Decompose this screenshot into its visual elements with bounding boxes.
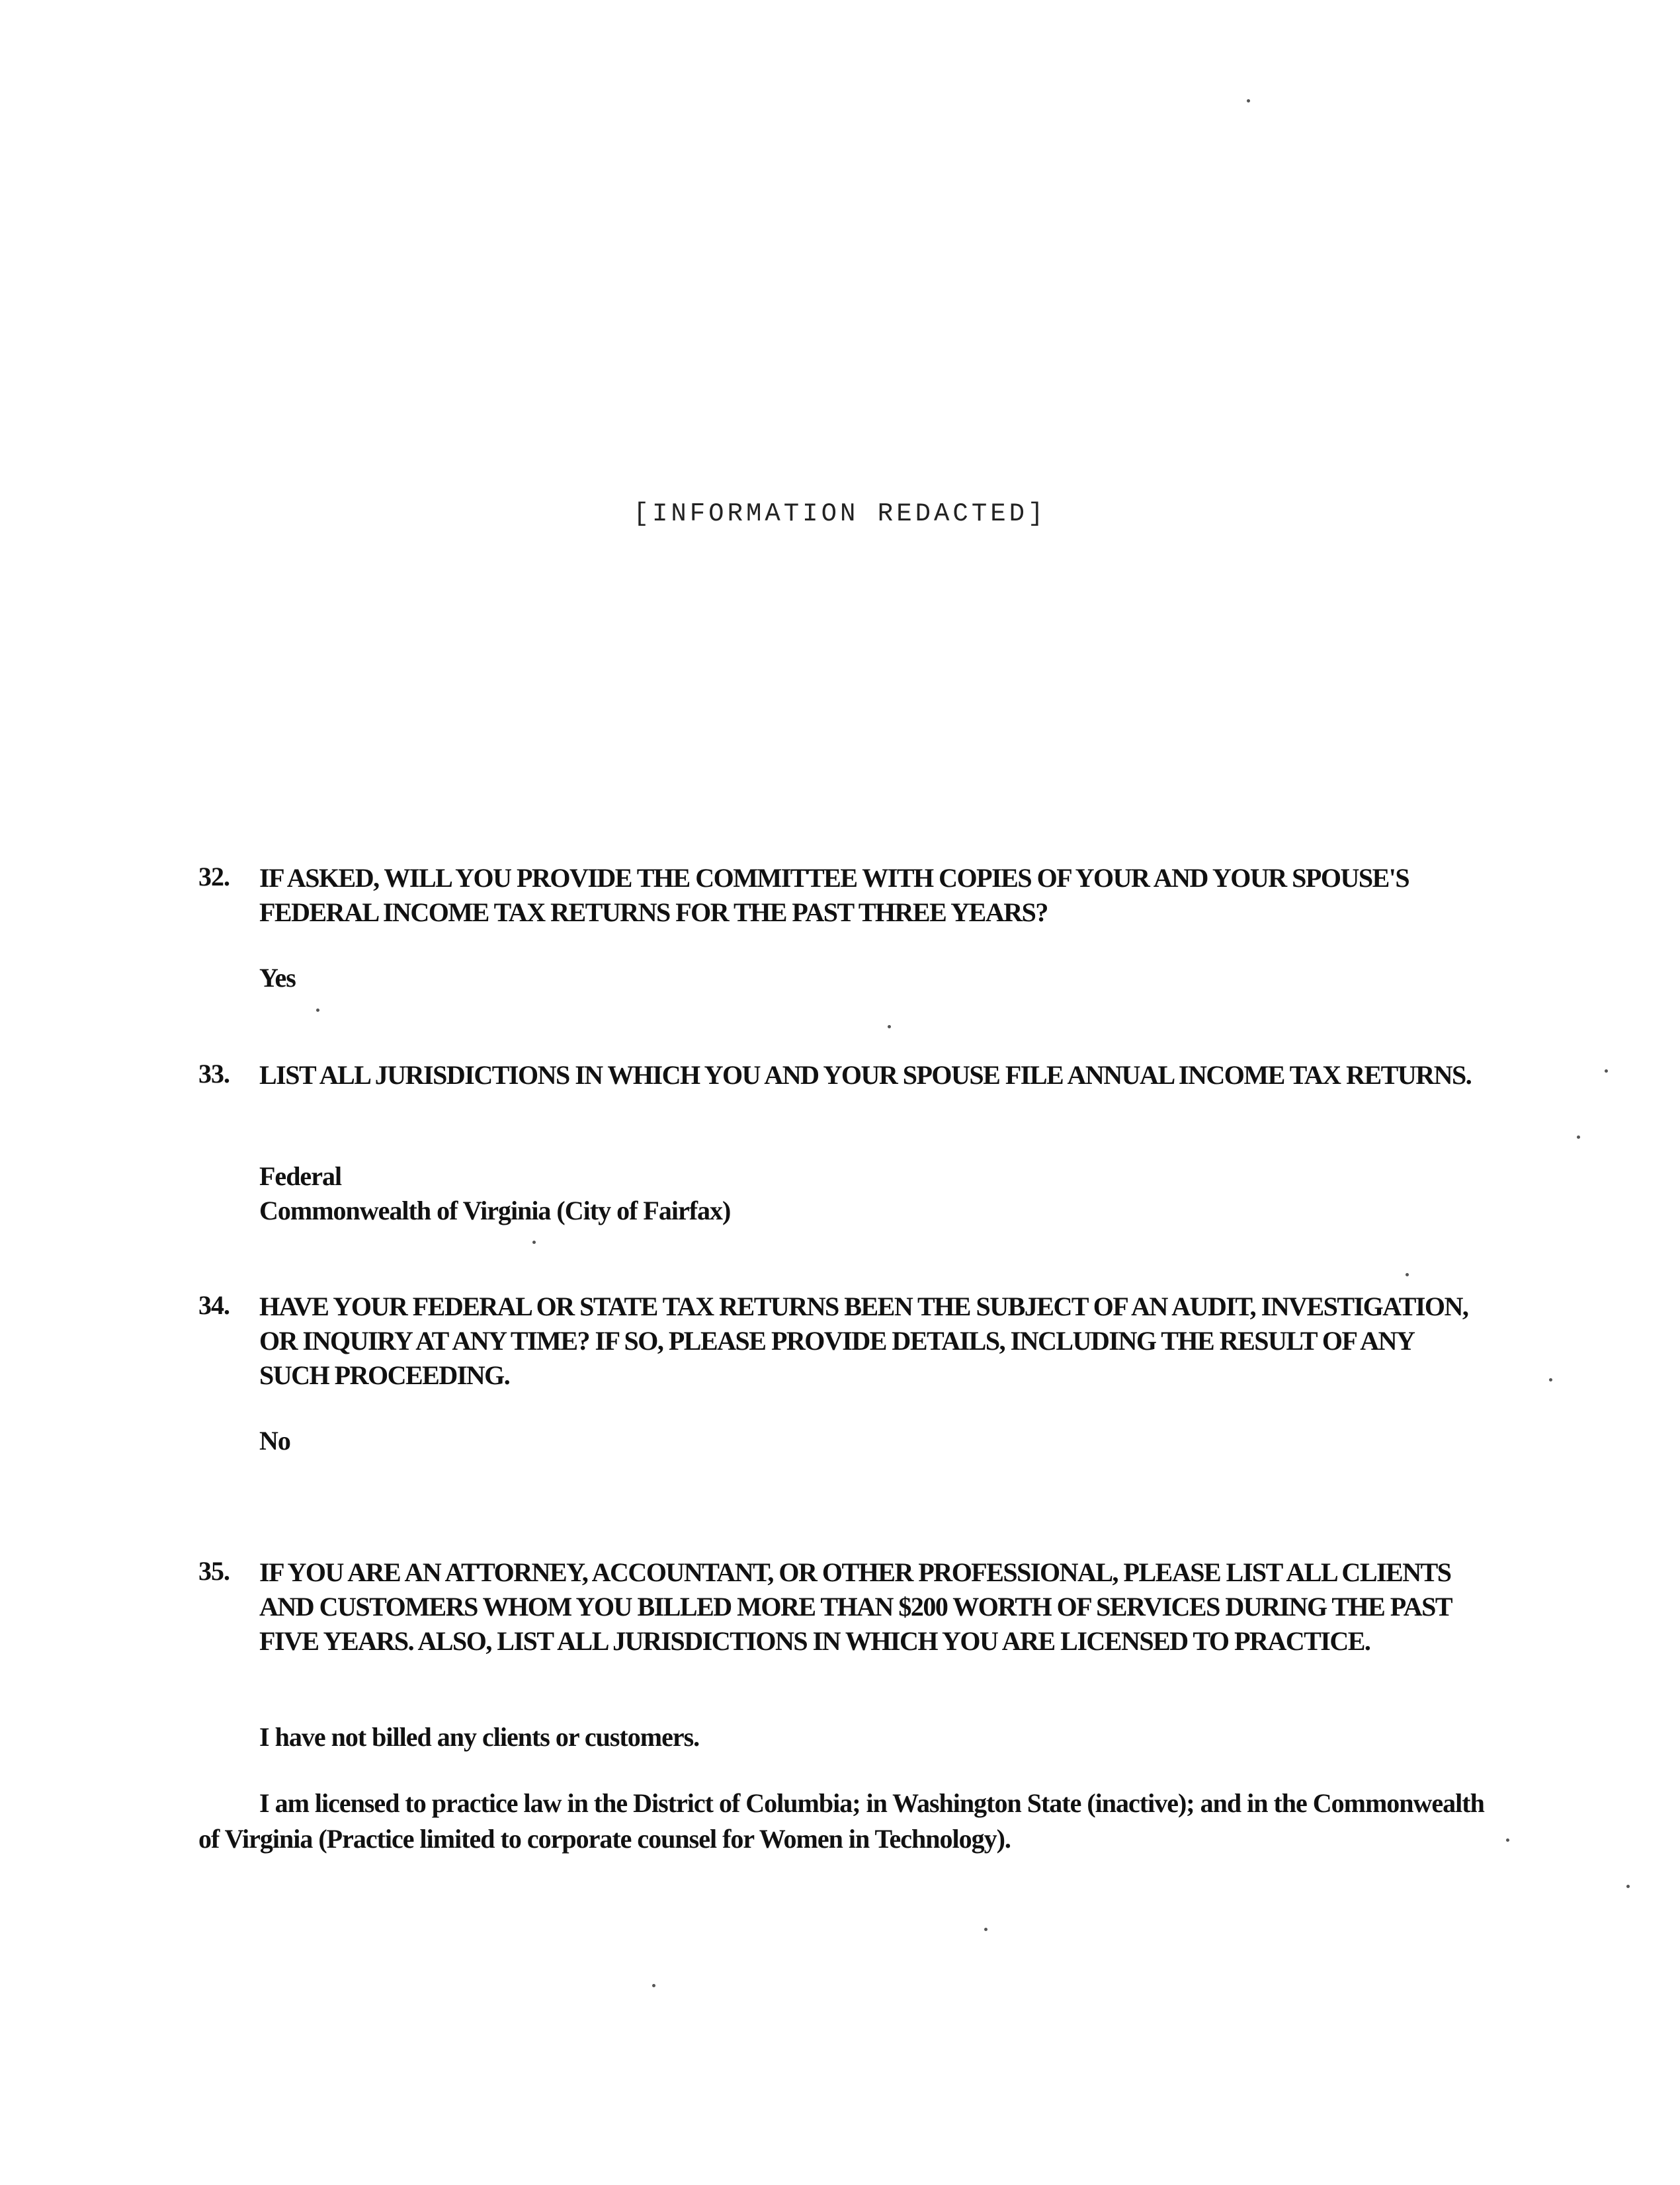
answer-35-paragraph xyxy=(198,1786,1488,1857)
answer-33-line-1: Federal xyxy=(259,1161,342,1191)
answer-33-line-2: Commonwealth of Virginia (City of Fairfax) xyxy=(259,1196,731,1225)
scan-speck xyxy=(1247,99,1250,103)
scan-speck xyxy=(984,1928,987,1931)
scan-speck xyxy=(1549,1378,1552,1381)
answer-32: Yes xyxy=(259,963,296,993)
question-33 xyxy=(198,1058,1488,1092)
redaction-notice: [INFORMATION REDACTED] xyxy=(633,499,1047,528)
answer-35-line-1: I have not billed any clients or customers. xyxy=(259,1722,700,1752)
question-text: IF ASKED, WILL YOU PROVIDE THE COMMITTEE WITH COPIES OF YOUR AND YOUR SPOUSE'S FEDERAL INCOME TAX RETURNS FOR THE PAST THREE YEARS? xyxy=(259,863,1409,927)
scan-speck xyxy=(1577,1135,1580,1139)
question-34 xyxy=(198,1290,1488,1393)
question-number: 34. xyxy=(198,1290,230,1320)
question-number: 35. xyxy=(198,1556,230,1586)
answer-34: No xyxy=(259,1426,290,1456)
scan-speck xyxy=(888,1025,891,1028)
question-text: LIST ALL JURISDICTIONS IN WHICH YOU AND YOUR SPOUSE FILE ANNUAL INCOME TAX RETURNS. xyxy=(259,1060,1472,1090)
scan-speck xyxy=(1406,1273,1409,1276)
scan-speck xyxy=(1626,1885,1630,1888)
question-32 xyxy=(198,861,1488,930)
scan-speck xyxy=(652,1984,655,1987)
answer-35-text: I am licensed to practice law in the District of Columbia; in Washington State (inactive); and in the Commonwealth of Virginia (Practice limited to corporate counsel for Women in Technology). xyxy=(198,1788,1484,1854)
scan-speck xyxy=(1506,1838,1509,1842)
scan-speck xyxy=(532,1241,536,1244)
question-number: 32. xyxy=(198,862,230,891)
question-number: 33. xyxy=(198,1059,230,1089)
scan-speck xyxy=(316,1009,319,1012)
question-text: HAVE YOUR FEDERAL OR STATE TAX RETURNS BEEN THE SUBJECT OF AN AUDIT, INVESTIGATION, OR INQUIRY AT ANY TIME? IF SO, PLEASE PROVIDE DETAILS, INCLUDING THE RESULT OF ANY SUCH PROCEEDING. xyxy=(259,1292,1468,1390)
question-text: IF YOU ARE AN ATTORNEY, ACCOUNTANT, OR OTHER PROFESSIONAL, PLEASE LIST ALL CLIENTS AND CUSTOMERS WHOM YOU BILLED MORE THAN $200 WORTH OF SERVICES DURING THE PAST FIVE YEARS. ALSO, LIST ALL JURISDICTIONS IN WHICH YOU ARE LICENSED TO PRACTICE. xyxy=(259,1557,1452,1656)
question-35 xyxy=(198,1555,1488,1659)
scan-speck xyxy=(1605,1069,1608,1073)
